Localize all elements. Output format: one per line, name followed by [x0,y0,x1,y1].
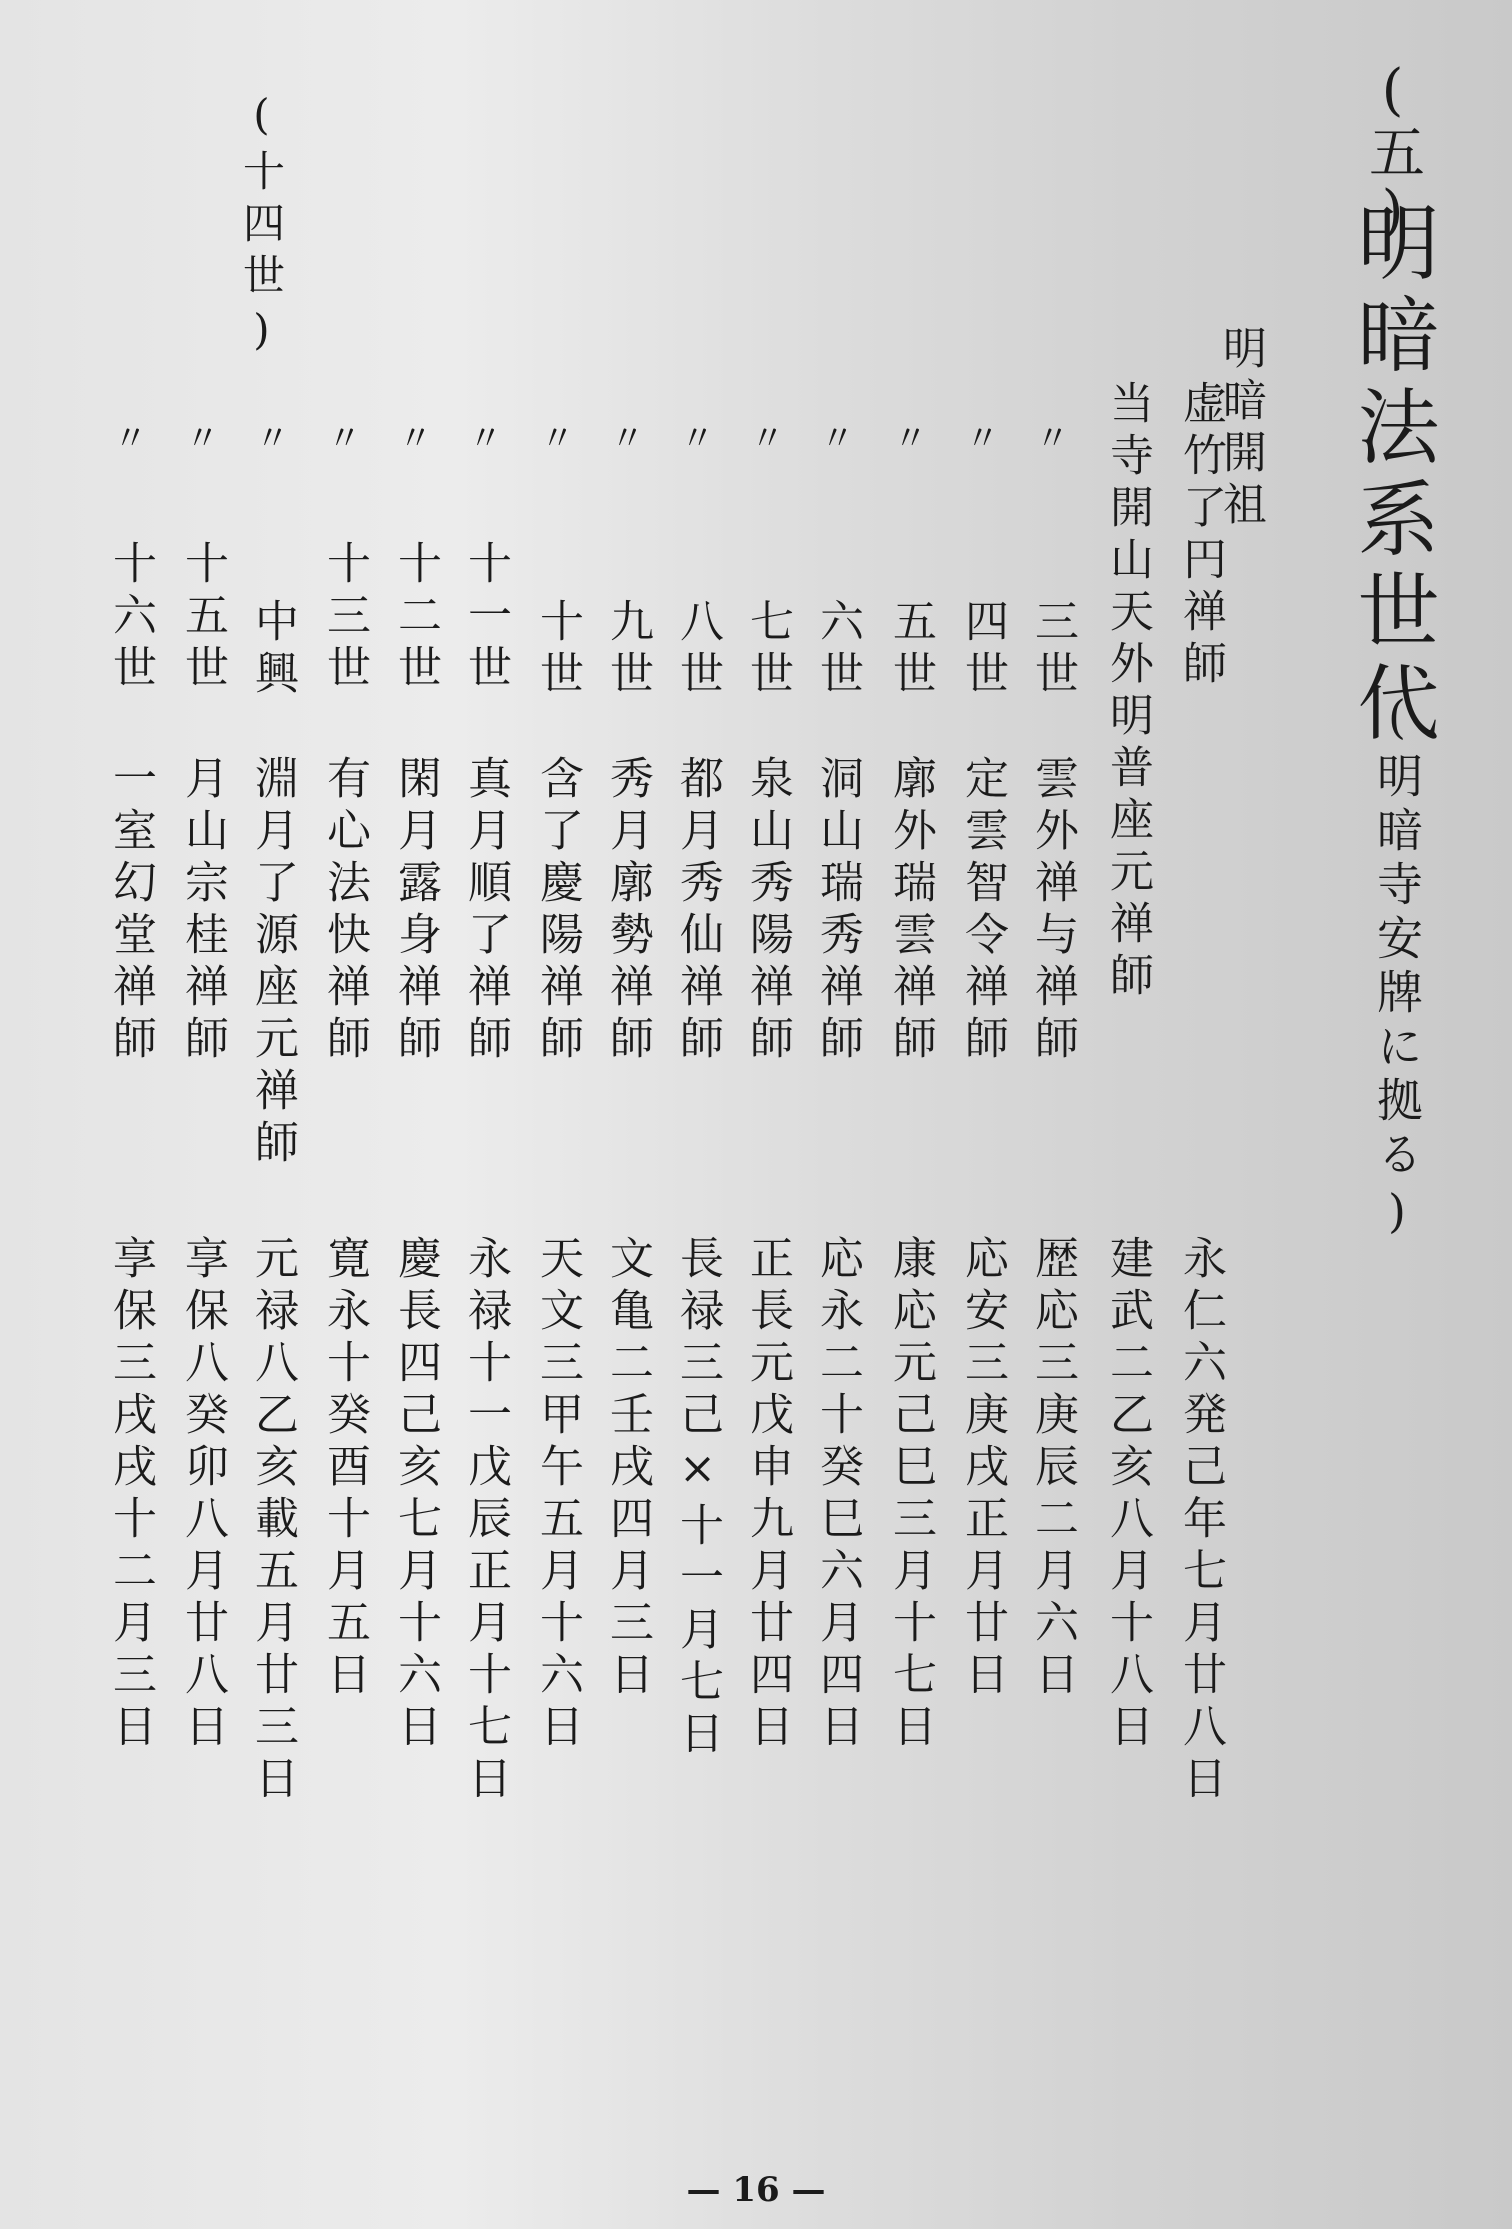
page-title: 明暗法系世代 [1344,200,1439,752]
entry-generation: 十五世 [177,540,228,696]
entry-date: 永禄十一戊辰正月十七日 [460,1235,511,1807]
section-number: (五) [1360,58,1425,244]
entry-date: 享保八癸卯八月廿八日 [177,1235,228,1755]
entry-name: 定雲智令禅師 [957,755,1008,1067]
ditto-mark: 〃 [249,420,289,454]
entry-generation: 五世 [885,598,936,702]
entry-name: 閑月露身禅師 [390,755,441,1067]
entry-date: 正長元戊申九月廿四日 [742,1235,793,1755]
entry-generation: 十三世 [319,540,370,696]
entry-date: 永仁六発己年七月廿八日 [1175,1235,1226,1807]
ditto-mark: 〃 [744,420,784,454]
entry-generation: 十二世 [390,540,441,696]
ditto-mark: 〃 [534,420,574,454]
entry-name: 有心法快禅師 [319,755,370,1067]
entry-date: 慶長四己亥七月十六日 [390,1235,441,1755]
entry-name: 淵月了源座元禅師 [247,755,298,1171]
entry-name: 一室幻堂禅師 [105,755,156,1067]
entry-date: 天文三甲午五月十六日 [532,1235,583,1755]
entry-name: 秀月廓勢禅師 [602,755,653,1067]
ditto-mark: 〃 [179,420,219,454]
ditto-mark: 〃 [321,420,361,454]
entry-name: 明暗開祖 [1215,325,1266,533]
entry-date: 享保三戌戌十二月三日 [105,1235,156,1755]
ditto-mark: 〃 [392,420,432,454]
ditto-mark: 〃 [887,420,927,454]
ditto-mark: 〃 [462,420,502,454]
entry-date: 寛永十癸酉十月五日 [319,1235,370,1703]
entry-generation: 十世 [532,598,583,702]
ditto-mark: 〃 [1029,420,1069,454]
page-number: — 16 — [686,2170,826,2210]
ditto-mark: 〃 [959,420,999,454]
entry-date: 元禄八乙亥載五月廿三日 [247,1235,298,1807]
ditto-mark: 〃 [107,420,147,454]
entry-name: 泉山秀陽禅師 [742,755,793,1067]
entry-name: 廓外瑞雲禅師 [885,755,936,1067]
entry-generation: 六世 [812,598,863,702]
entry-generation: 十一世 [460,540,511,696]
entry-name: 虚竹了円禅師 [1175,380,1226,692]
entry-name: 都月秀仙禅師 [672,755,723,1067]
entry-name: 洞山瑞秀禅師 [812,755,863,1067]
entry-date: 歴応三庚辰二月六日 [1027,1235,1078,1703]
entry-generation: 四世 [957,598,1008,702]
entry-name: 真月順了禅師 [460,755,511,1067]
ditto-mark: 〃 [674,420,714,454]
entry-date: 建武二乙亥八月十八日 [1102,1235,1153,1755]
entry-date: 文亀二壬戌四月三日 [602,1235,653,1703]
page-subtitle: (明暗寺安牌に拠る) [1370,690,1424,1246]
entry-date: 康応元己巳三月十七日 [885,1235,936,1755]
ditto-mark: 〃 [604,420,644,454]
entry-generation: 九世 [602,598,653,702]
generation-label: (十四世) [237,90,286,364]
entry-generation: 八世 [672,598,723,702]
entry-generation: 中興 [247,598,298,702]
entry-date: 応永二十癸巳六月四日 [812,1235,863,1755]
entry-generation: 七世 [742,598,793,702]
entry-name: 当寺開山天外明普座元禅師 [1102,380,1153,1004]
entry-name: 月山宗桂禅師 [177,755,228,1067]
entry-generation: 三世 [1027,598,1078,702]
entry-name: 雲外禅与禅師 [1027,755,1078,1067]
entry-date: 応安三庚戌正月廿日 [957,1235,1008,1703]
entry-generation: 十六世 [105,540,156,696]
entry-date: 長禄三己×十一月七日 [672,1235,723,1762]
entry-name: 含了慶陽禅師 [532,755,583,1067]
ditto-mark: 〃 [814,420,854,454]
